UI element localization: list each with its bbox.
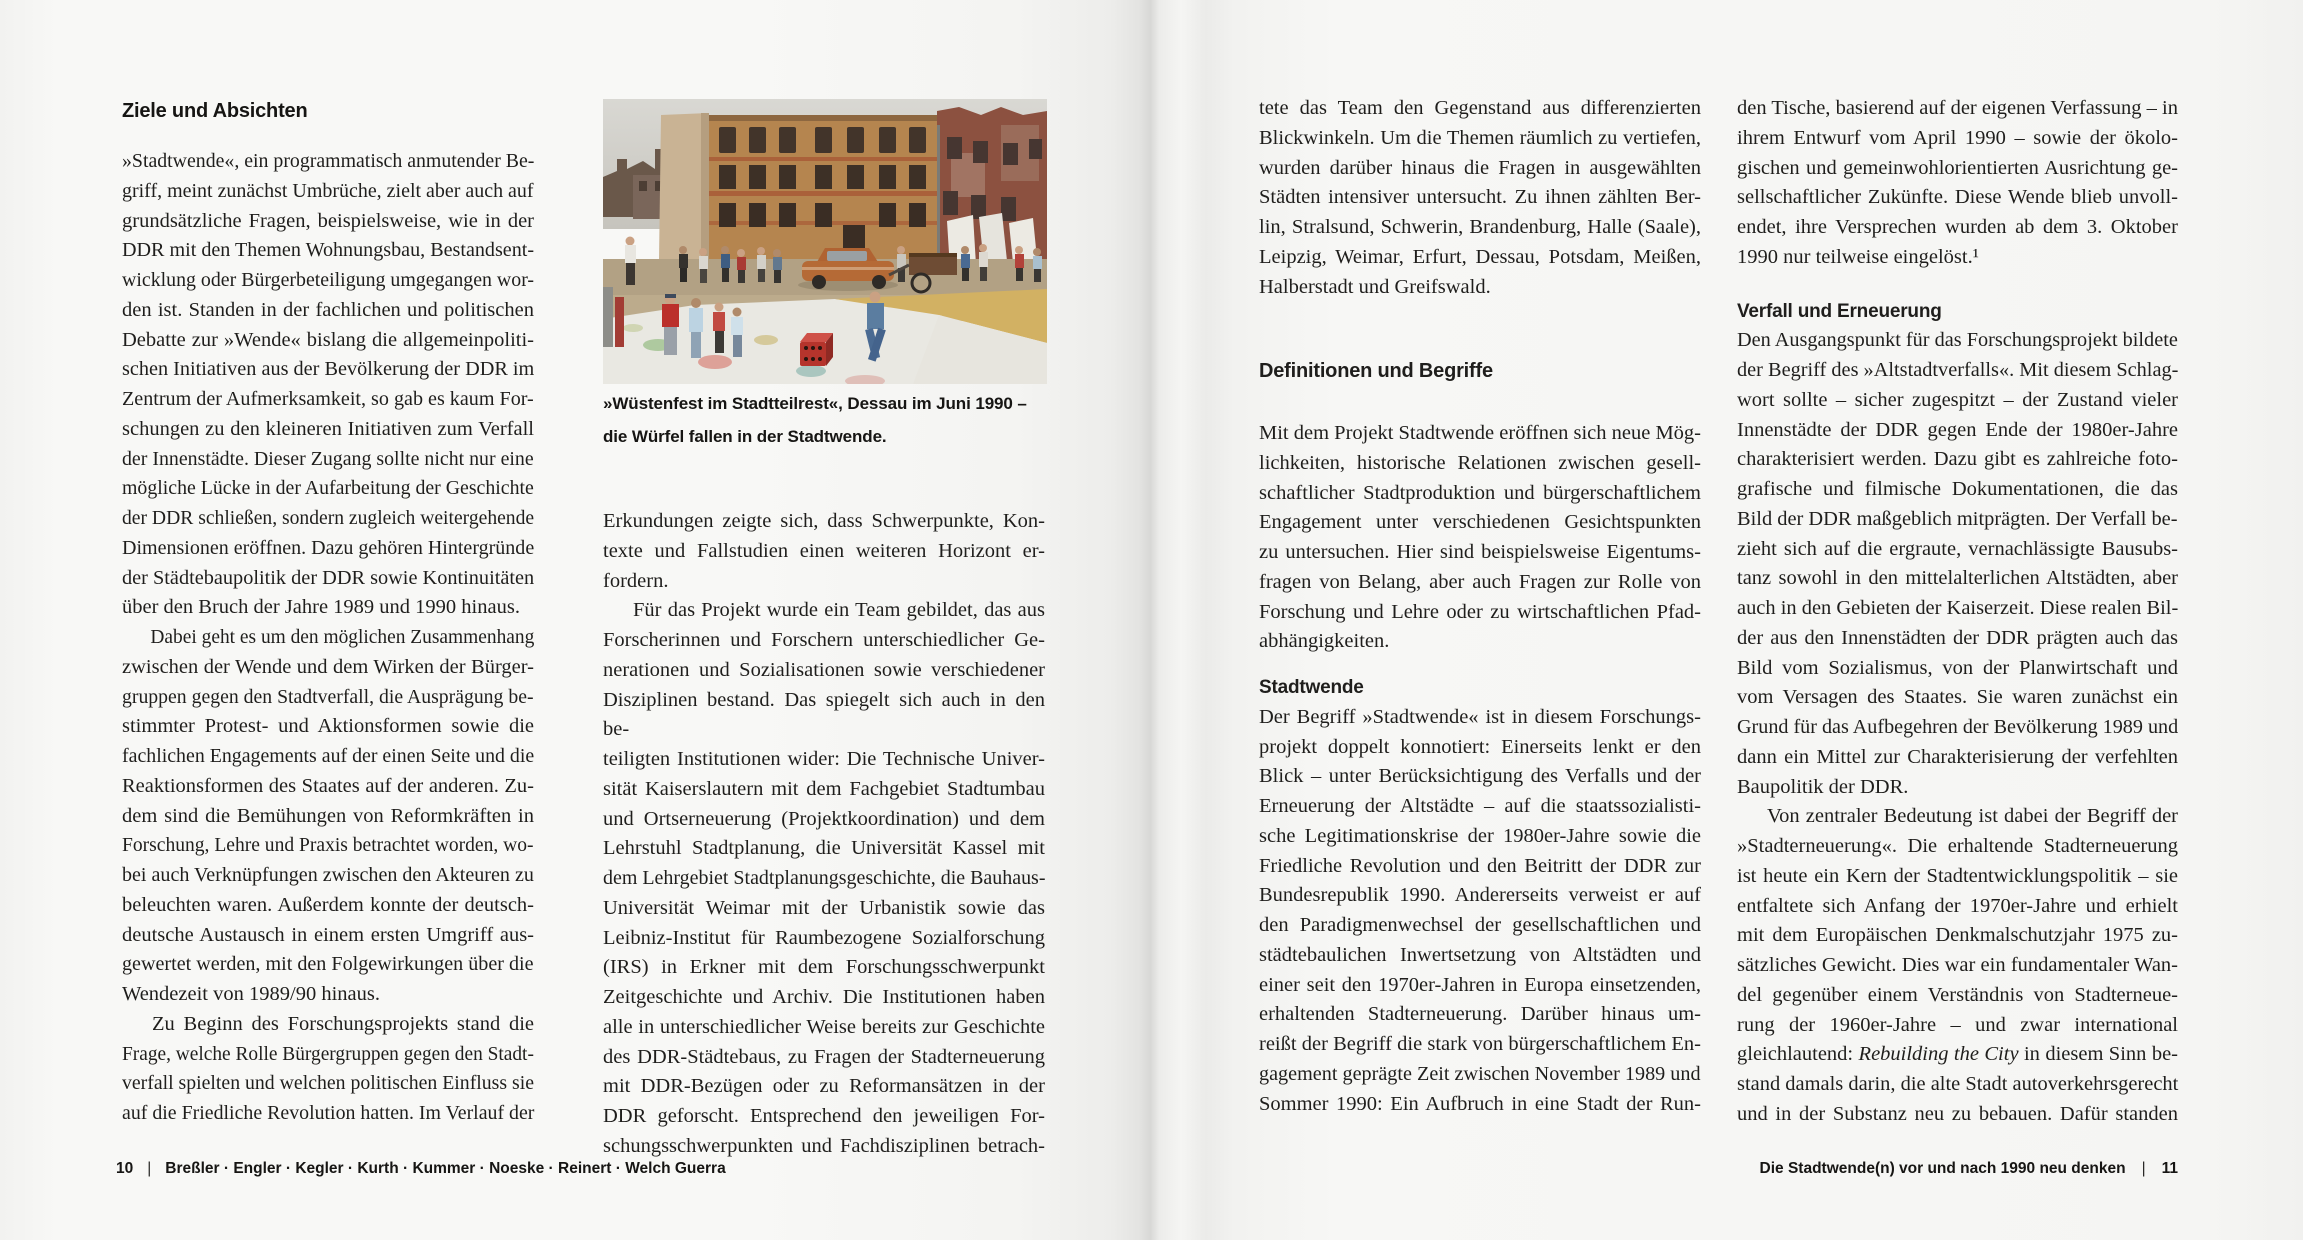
text-line: Der Begriff »Stadtwende« ist in diesem Forschungs- — [1259, 705, 1701, 728]
text-line: Engagement unter verschiedenen Gesichtspunkten — [1259, 511, 1701, 534]
text-line: und in der Substanz neu zu bebauen. Dafür standen — [1737, 1102, 2178, 1125]
text-line: gleichlautend: Rebuilding the City in diesem Sinn be- — [1737, 1043, 2178, 1066]
text-line: schungen zu den kleineren Initiativen zum Verfall — [122, 417, 534, 440]
text-line: des DDR-Städtebaus, zu Fragen der Stadterneuerung — [603, 1045, 1045, 1068]
text-line: beleuchten waren. Außerdem konnte der deutsch- — [122, 893, 534, 916]
text-line: Blickwinkeln. Um die Themen räumlich zu vertiefen, — [1259, 126, 1701, 149]
text-line: Dimensionen eröffnen. Dazu gehören Hintergründe — [122, 536, 535, 559]
photo-caption-line-1: »Wüstenfest im Stadtteilrest«, Dessau im Juni 1990 – — [603, 394, 1027, 413]
text-line: zwischen der Wende und dem Wirken der Bürger- — [122, 655, 534, 678]
text-line: verfall spielten und welchen politischen Einfluss sie — [122, 1072, 534, 1095]
text-line: zieht sich auf die ergraute, vernachlässigte Bausubs- — [1737, 537, 2178, 560]
text-line: sellschaftlicher Zukünfte. Diese Wende blieb unvoll- — [1737, 186, 2178, 209]
right-page-column-1 — [1259, 94, 1701, 1119]
text-line: del gegenüber einem Verständnis von Stadterneue- — [1737, 983, 2178, 1006]
text-line: Lehrstuhl Stadtplanung, die Universität Kassel mit — [603, 837, 1045, 860]
text-line: sche Legitimationskrise der 1980er-Jahre sowie die — [1259, 824, 1701, 847]
text-line: 1990 nur teilweise eingelöst.¹ — [1737, 245, 1979, 268]
photo-die — [800, 333, 833, 366]
text-line: Frage, welche Rolle Bürgergruppen gegen den Stadt- — [122, 1042, 534, 1065]
text-line: einer seit den 1970er-Jahren in Europa einsetzenden, — [1259, 973, 1701, 996]
text-line: dann ein Mittel zur Charakterisierung der verfehlten — [1737, 745, 2178, 768]
text-line: Friedliche Revolution und den Beitritt der DDR zur — [1259, 854, 1701, 877]
text-line: Für das Projekt wurde ein Team gebildet, das aus — [633, 599, 1045, 622]
text-line: alle in unterschiedlicher Weise bereits zur Geschichte — [603, 1015, 1045, 1038]
text-line: tete das Team den Gegenstand aus differenzierten — [1259, 97, 1701, 119]
text-line: gruppen gegen den Stadtverfall, die Ausprägung be- — [122, 685, 534, 708]
text-line: den Tische, basierend auf der eigenen Verfassung – in — [1737, 97, 2178, 119]
text-line: den Paradigmenwechsel der gesellschaftlichen und — [1259, 914, 1701, 936]
text-line: teiligten Institutionen wider: Die Technische Univer- — [603, 748, 1045, 770]
text-line: Wendezeit von 1989/90 hinaus. — [122, 983, 380, 1005]
footer-separator: | — [2141, 1160, 2146, 1177]
text-line: Bild der DDR maßgeblich mitprägten. Der Verfall be- — [1737, 507, 2178, 530]
text-line: DDR geforscht. Entsprechend den jeweiligen For- — [603, 1105, 1045, 1127]
text-line: deutsche Austausch in einem ersten Umgriff aus- — [122, 923, 534, 946]
text-line: zu untersuchen. Hier sind beispielsweise Eigentums- — [1259, 541, 1701, 563]
text-line: Von zentraler Bedeutung ist dabei der Begriff der — [1767, 805, 2178, 828]
text-line: Forschung, Lehre und Praxis betrachtet worden, wo- — [122, 834, 534, 857]
text-line: fachlichen Engagements auf der einen Seite und die — [122, 745, 535, 767]
text-line: Zentrum der Aufmerksamkeit, so gab es kaum For- — [122, 388, 534, 410]
text-line: vom Versagen des Staates. Sie waren zunächst ein — [1737, 686, 2178, 709]
text-line: fordern. — [603, 569, 669, 592]
text-line: Halberstadt und Greifswald. — [1259, 275, 1491, 298]
text-line: rung der 1960er-Jahre – und zwar international — [1737, 1013, 2178, 1036]
text-line: Debatte zur »Wende« bislang die allgemeinpoliti- — [122, 328, 534, 351]
text-line: mögliche Lücke in der Aufarbeitung der Geschichte — [122, 477, 534, 500]
text-line: lin, Stralsund, Schwerin, Brandenburg, Halle (Saale), — [1259, 216, 1701, 238]
text-line: fragen von Belang, aber auch Fragen zur Rolle von — [1259, 570, 1701, 593]
photo-main-building — [709, 115, 937, 267]
sub-heading: Verfall und Erneuerung — [1737, 300, 1942, 322]
text-line: Zu Beginn des Forschungsprojekts stand die — [152, 1012, 534, 1035]
text-line: erhaltenden Stadterneuerung. Darüber hinaus um- — [1259, 1003, 1701, 1026]
text-line: Mit dem Projekt Stadtwende eröffnen sich neue Mög- — [1259, 422, 1701, 444]
photo-lamp-post — [937, 125, 940, 269]
text-line: sität Kaiserslautern mit dem Fachgebiet Stadtumbau — [603, 777, 1045, 800]
page-number-right: 11 — [2161, 1160, 2178, 1177]
text-line: Erkundungen zeigte sich, dass Schwerpunkte, Kon- — [603, 510, 1045, 532]
text-line: gischen und gemeinwohlorientierten Ausrichtung ge- — [1737, 156, 2178, 179]
text-line: lichkeiten, historische Relationen zwischen gesell- — [1259, 451, 1701, 474]
text-line: auf die Friedliche Revolution hatten. Im Verlauf der — [122, 1102, 535, 1124]
photo-pale-tower — [659, 113, 709, 261]
text-line: Leipzig, Weimar, Erfurt, Dessau, Potsdam, Meißen, — [1259, 245, 1701, 268]
text-line: Leibniz-Institut für Raumbezogene Sozialforschung — [603, 926, 1045, 949]
text-line: grundsätzliche Fragen, beispielsweise, wie in der — [122, 209, 534, 232]
text-line: wicklung oder Bürgerbeteiligung umgegangen wor- — [122, 269, 535, 291]
text-line: charakterisiert werden. Dazu gibt es zahlreiche foto- — [1737, 448, 2178, 471]
text-line: (IRS) in Erkner mit dem Forschungsschwerpunkt — [603, 956, 1045, 979]
photo-right-building — [937, 107, 1047, 269]
text-line: Bundesrepublik 1990. Andererseits verweist er auf — [1259, 884, 1701, 907]
text-line: und Ortserneuerung (Projektkoordination) und dem — [603, 807, 1045, 830]
text-line: Baupolitik der DDR. — [1737, 775, 1909, 798]
text-line: »Stadterneuerung«. Die erhaltende Stadterneuerung — [1737, 835, 2178, 857]
text-line: Forschung und Lehre oder zu wirtschaftlichen Pfad- — [1259, 600, 1701, 623]
text-line: gewertet werden, mit den Folgewirkungen über die — [122, 953, 534, 976]
text-line: Dabei geht es um den möglichen Zusammenhang — [150, 626, 535, 648]
photo-illustration — [603, 99, 1047, 384]
text-line: wort sollte – sicher zugespitzt – der Zustand vieler — [1737, 388, 2178, 411]
left-page-column-2 — [603, 507, 1045, 1162]
text-line: der Innenstädte. Dieser Zugang sollte nicht nur eine — [122, 447, 534, 470]
photo-wuestenfest — [603, 99, 1047, 384]
running-head-authors: Breßler · Engler · Kegler · Kurth · Kummer · Noeske · Reinert · Welch Guerra — [165, 1160, 726, 1177]
text-line: texte und Fallstudien einen weiteren Horizont er- — [603, 539, 1045, 562]
text-line: entfaltete sich Anfang der 1970er-Jahre und erhielt — [1737, 894, 2178, 917]
text-line: griff, meint zunächst Umbrüche, zielt aber auch auf — [122, 179, 534, 202]
text-line: der aus den Innenstädten der DDR prägten auch das — [1737, 626, 2178, 649]
text-line: Grund für das Aufbegehren der Bevölkerung 1989 und — [1737, 716, 2179, 738]
text-line: Erneuerung der Altstädte – auf die staatssozialisti- — [1259, 795, 1701, 817]
text-line: DDR mit den Themen Wohnungsbau, Bestandsent- — [122, 239, 535, 262]
text-line: wurden darüber hinaus die Fragen in ausgewählten — [1259, 156, 1701, 179]
text-line: mit dem Europäischen Denkmalschutzjahr 1975 zu- — [1737, 924, 2178, 947]
running-head-title: Die Stadtwende(n) vor und nach 1990 neu denken — [1759, 1160, 2126, 1177]
text-line: mit DDR-Bezügen oder zu Reformansätzen in der — [603, 1075, 1045, 1098]
sub-heading: Stadtwende — [1259, 677, 1364, 698]
photo-caption — [603, 387, 1045, 453]
text-line: Disziplinen bestand. Das spiegelt sich auch in den be- — [603, 688, 1045, 741]
text-line: dem sind die Bemühungen von Reformkräften in — [122, 804, 534, 827]
text-line: Sommer 1990: Ein Aufbruch in eine Stadt der Run- — [1259, 1092, 1701, 1115]
text-line: ist heute ein Kern der Stadtentwicklungspolitik – sie — [1737, 864, 2178, 887]
text-line: Blick – unter Berücksichtigung des Verfalls und der — [1259, 765, 1701, 788]
text-line: über den Bruch der Jahre 1989 und 1990 hinaus. — [122, 596, 520, 619]
text-line: Den Ausgangspunkt für das Forschungsprojekt bildete — [1737, 329, 2178, 352]
text-line: den ist. Standen in der fachlichen und politischen — [122, 298, 534, 321]
photo-caption-line-2: die Würfel fallen in der Stadtwende. — [603, 427, 887, 446]
text-line: dem Lehrgebiet Stadtplanungsgeschichte, die Bauhaus- — [603, 867, 1046, 889]
text-line: schen Initiativen aus der Bevölkerung der DDR im — [122, 358, 535, 381]
text-line: der Begriff des »Altstadtverfalls«. Mit diesem Schlag- — [1737, 359, 2179, 381]
text-line: »Stadtwende«, ein programmatisch anmutender Be- — [122, 150, 535, 172]
text-line: projekt doppelt konnotiert: Einerseits lenkt er den — [1259, 735, 1701, 758]
right-page-footer — [1458, 1159, 2178, 1179]
text-line: sätzliches Gewicht. Dies war ein fundamentaler Wan- — [1737, 954, 2178, 976]
text-line: der Städtebaupolitik der DDR sowie Kontinuitäten — [122, 566, 535, 589]
left-page-column-1 — [122, 147, 534, 1129]
text-line: reißt der Begriff die stark von bürgerschaftlichem En- — [1259, 1033, 1701, 1055]
text-line: Reaktionsformen des Staates auf der anderen. Zu- — [122, 774, 534, 797]
text-line: ihrem Entwurf vom April 1990 – sowie der ökolo- — [1737, 126, 2178, 149]
text-line: schaftlicher Stadtproduktion und bürgerschaftlichem — [1259, 481, 1701, 504]
text-line: Zeitgeschichte und Archiv. Die Institutionen haben — [603, 986, 1045, 1008]
right-page-column-2 — [1737, 94, 2178, 1130]
left-page-footer — [116, 1159, 876, 1179]
text-line: Universität Weimar mit der Urbanistik sowie das — [603, 896, 1045, 919]
text-line: tanz sowohl in den mittelalterlichen Altstädten, aber — [1737, 567, 2178, 590]
text-line: Innenstädte der DDR gegen Ende der 1980er-Jahre — [1737, 418, 2178, 441]
text-line: schungsschwerpunkten und Fachdisziplinen betrach- — [603, 1134, 1045, 1157]
page-number-left: 10 — [116, 1160, 134, 1177]
text-line: Forscherinnen und Forschern unterschiedlicher Ge- — [603, 629, 1045, 651]
section-heading: Definitionen und Begriffe — [1259, 360, 1493, 383]
text-line: Städten intensiver untersucht. Zu ihnen zählten Ber- — [1259, 186, 1701, 209]
text-line: bei auch Verknüpfungen zwischen den Akteuren zu — [122, 864, 534, 886]
footer-separator: | — [147, 1160, 152, 1177]
text-line: nerationen und Sozialisationen sowie verschiedener — [603, 658, 1045, 681]
text-line: endet, ihre Versprechen wurden ab dem 3. Oktober — [1737, 216, 2178, 238]
text-line: grafische und filmische Dokumentationen, die das — [1737, 478, 2178, 500]
section-heading-ziele: Ziele und Absichten — [122, 100, 308, 122]
text-line: der DDR schließen, sondern zugleich weitergehende — [122, 507, 535, 529]
text-line: abhängigkeiten. — [1259, 630, 1390, 653]
text-line: gagement geprägte Zeit zwischen November 1989 und — [1259, 1062, 1701, 1085]
text-line: stand damals darin, die alte Stadt autoverkehrsgerecht — [1737, 1073, 2179, 1095]
text-line: auch in den Gebieten der Kaiserzeit. Diese realen Bil- — [1737, 597, 2179, 619]
text-line: städtebaulichen Inwertsetzung von Altstädten und — [1259, 943, 1701, 966]
text-line: stimmter Protest- und Aktionsformen sowie die — [122, 715, 534, 738]
text-line: Bild vom Sozialismus, von der Planwirtschaft und — [1737, 656, 2178, 679]
